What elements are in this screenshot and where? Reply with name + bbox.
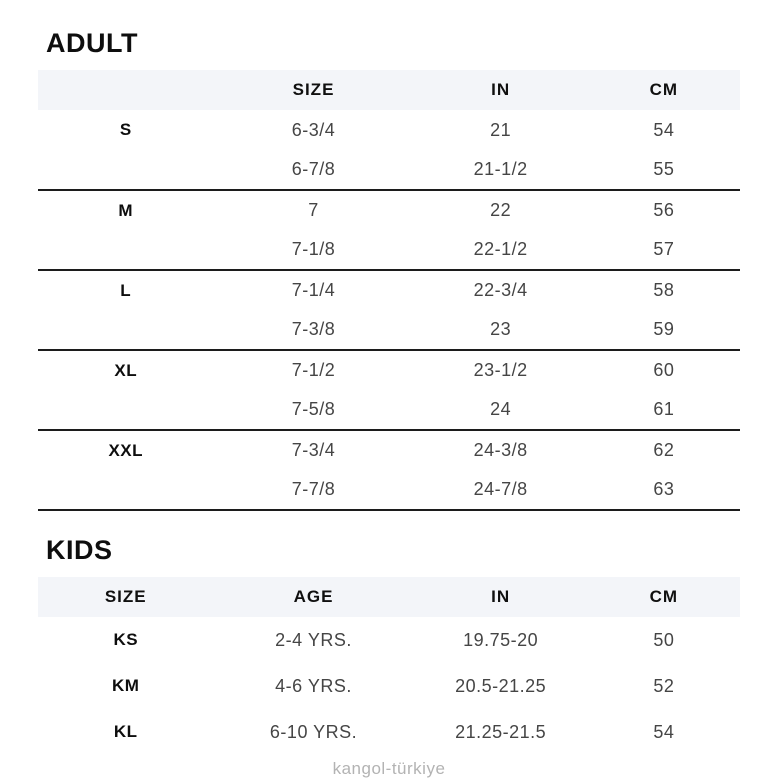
- size-label-cell: L: [120, 280, 132, 300]
- adult-header-in: IN: [491, 80, 511, 99]
- kids-header-row: [38, 577, 740, 617]
- age-cell: 2-4 YRS.: [275, 629, 352, 650]
- adult-group-xl: [38, 350, 740, 430]
- hat-size-cell: 6-3/4: [291, 119, 336, 140]
- size-label-cell: [38, 390, 214, 430]
- table-row: [38, 350, 740, 390]
- hat-size-cell: 7-7/8: [291, 479, 336, 499]
- age-cell: 6-10 YRS.: [269, 721, 358, 742]
- inches-cell: 21: [490, 119, 512, 140]
- adult-header-size: SIZE: [292, 80, 335, 99]
- inches-cell: 19.75-20: [463, 629, 539, 650]
- adult-group-s: [38, 110, 740, 190]
- inches-cell: 24: [490, 399, 512, 419]
- table-row: [38, 617, 740, 663]
- size-label-cell: KM: [112, 676, 140, 695]
- inches-cell: 21-1/2: [473, 159, 528, 179]
- inches-cell: 24-3/8: [473, 440, 528, 460]
- table-row: [38, 230, 740, 270]
- size-label-cell: XXL: [108, 440, 144, 460]
- hat-size-cell: 7-1/8: [291, 239, 336, 259]
- table-row: [38, 663, 740, 709]
- cm-cell: 60: [653, 360, 675, 380]
- hat-size-cell: 6-7/8: [291, 159, 336, 179]
- adult-size-table: [38, 70, 740, 511]
- age-cell: 4-6 YRS.: [275, 675, 352, 696]
- hat-size-cell: 7-3/8: [291, 319, 336, 339]
- table-row: [38, 110, 740, 150]
- size-label-cell: KL: [113, 722, 138, 741]
- table-row: [38, 310, 740, 350]
- cm-cell: 55: [653, 159, 675, 179]
- size-label-cell: [38, 150, 214, 190]
- kids-size-table: [38, 577, 740, 755]
- cm-cell: 57: [653, 239, 675, 259]
- hat-size-cell: 7-1/4: [291, 280, 336, 300]
- adult-header-row: [38, 70, 740, 110]
- size-label-cell: XL: [114, 360, 138, 380]
- table-row: [38, 430, 740, 470]
- kids-section-title: KIDS: [46, 535, 113, 565]
- table-row: [38, 150, 740, 190]
- table-row: [38, 470, 740, 510]
- adult-header-cm: CM: [649, 80, 679, 99]
- cm-cell: 58: [653, 280, 675, 300]
- table-row: [38, 190, 740, 230]
- hat-size-cell: 7-3/4: [291, 440, 336, 460]
- watermark-text: kangol-türkiye: [332, 759, 446, 778]
- kids-header-size: SIZE: [104, 587, 147, 606]
- cm-cell: 54: [653, 119, 675, 140]
- size-label-cell: KS: [113, 630, 139, 649]
- table-row: [38, 270, 740, 310]
- inches-cell: 23: [490, 319, 512, 339]
- size-label-cell: [38, 470, 214, 510]
- size-label-cell: S: [119, 120, 132, 139]
- inches-cell: 22-1/2: [473, 239, 528, 259]
- size-label-cell: [38, 310, 214, 350]
- cm-cell: 62: [653, 440, 675, 460]
- cm-cell: 52: [653, 675, 675, 696]
- kids-header-age: AGE: [293, 587, 334, 606]
- inches-cell: 22-3/4: [473, 280, 528, 300]
- adult-group-m: [38, 190, 740, 270]
- inches-cell: 20.5-21.25: [455, 675, 547, 696]
- size-label-cell: M: [118, 200, 134, 220]
- hat-size-cell: 7-1/2: [291, 360, 336, 380]
- kids-header-in: IN: [491, 587, 511, 606]
- adult-section-title: ADULT: [46, 28, 138, 58]
- hat-size-cell: 7-5/8: [291, 399, 336, 419]
- cm-cell: 50: [653, 629, 675, 650]
- hat-size-cell: 7: [308, 200, 319, 220]
- kids-table-header: [38, 577, 740, 617]
- cm-cell: 59: [653, 319, 675, 339]
- adult-group-l: [38, 270, 740, 350]
- adult-group-xxl: [38, 430, 740, 510]
- inches-cell: 24-7/8: [473, 479, 528, 499]
- inches-cell: 23-1/2: [473, 360, 528, 380]
- table-row: [38, 390, 740, 430]
- inches-cell: 21.25-21.5: [455, 721, 547, 742]
- kids-table-body: [38, 617, 740, 755]
- kids-header-cm: CM: [649, 587, 679, 606]
- adult-table-header: [38, 70, 740, 110]
- adult-header-blank: [38, 70, 214, 110]
- cm-cell: 56: [653, 200, 675, 220]
- cm-cell: 63: [653, 479, 675, 499]
- size-label-cell: [38, 230, 214, 270]
- cm-cell: 54: [653, 721, 675, 742]
- cm-cell: 61: [653, 399, 675, 419]
- inches-cell: 22: [490, 200, 512, 220]
- table-row: [38, 709, 740, 755]
